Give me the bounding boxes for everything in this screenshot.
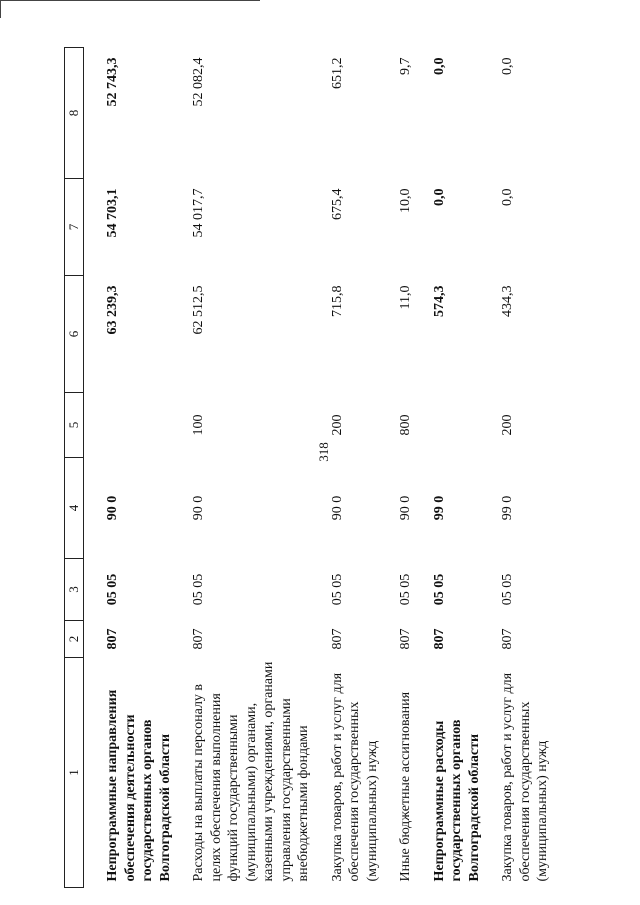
target-code: 90 0: [329, 495, 345, 521]
ministry-code: 807: [329, 628, 345, 650]
ministry-code: 807: [105, 628, 120, 650]
scan-edge-mark: [0, 0, 1, 18]
table-header-row: [65, 48, 84, 888]
table-row: [431, 48, 500, 888]
amount-col8: 0,0: [431, 57, 447, 75]
ministry-code: 807: [398, 628, 413, 650]
amount-col7: 54 017,7: [191, 188, 206, 238]
column-header: 3: [65, 559, 84, 621]
row-name: Расходы на выплаты персоналу в целях обеспечения выполнения функций государственными (муниципальными) органами, казенными учреждениями, органами управления государственными внебюджетными фондами: [191, 661, 311, 882]
column-header: 7: [65, 179, 84, 276]
amount-col8: 9,7: [398, 57, 413, 75]
amount-col6: 715,8: [329, 285, 345, 317]
amount-col8: 651,2: [329, 57, 345, 89]
column-header: 2: [65, 621, 84, 658]
amount-col6: 11,0: [398, 285, 413, 310]
section-code: 05 05: [105, 573, 120, 606]
amount-col7: 10,0: [398, 188, 413, 213]
amount-col6: 62 512,5: [191, 285, 206, 335]
expense-type-code: [431, 393, 500, 458]
column-header: 4: [65, 458, 84, 559]
table-row: [499, 48, 568, 888]
expense-type-code: 800: [398, 414, 413, 436]
amount-col6: 574,3: [431, 285, 447, 317]
row-name: Непрограммные направления обеспечения деятельности государственных органов Волгоградской области: [105, 689, 173, 882]
page-number: 318: [316, 442, 331, 462]
expense-type-code: 200: [329, 414, 345, 436]
expense-type-code: [84, 393, 191, 458]
ministry-code: 807: [431, 628, 447, 650]
expense-type-code: 100: [191, 414, 206, 436]
target-code: 90 0: [191, 495, 206, 521]
ministry-code: 807: [191, 628, 206, 650]
section-code: 05 05: [398, 573, 413, 606]
amount-col6: 63 239,3: [105, 285, 120, 335]
scan-edge-line: [0, 0, 260, 1]
amount-col8: 52 082,4: [191, 57, 206, 107]
expense-type-code: 200: [500, 414, 515, 436]
amount-col7: 675,4: [329, 188, 345, 220]
section-code: 05 05: [191, 573, 206, 606]
section-code: 05 05: [329, 573, 345, 606]
amount-col6: 434,3: [500, 285, 515, 317]
row-name: Иные бюджетные ассигнования: [398, 691, 413, 882]
column-header: 6: [65, 276, 84, 393]
amount-col8: 52 743,3: [105, 57, 120, 107]
row-name: Закупка товаров, работ и услуг для обеспечения государственных (муниципальных) нужд: [329, 672, 380, 882]
row-name: Непрограммные расходы государственных органов Волгоградской области: [431, 719, 482, 882]
target-code: 99 0: [431, 495, 447, 521]
amount-col7: 0,0: [500, 188, 515, 206]
column-header: 1: [65, 658, 84, 888]
table-row: [397, 48, 431, 888]
column-header: 5: [65, 393, 84, 458]
section-code: 05 05: [431, 573, 447, 606]
target-code: 99 0: [500, 495, 515, 521]
budget-table: [64, 47, 568, 888]
rotated-table-region: [64, 48, 574, 888]
amount-col7: 54 703,1: [105, 188, 120, 238]
table-row: [329, 48, 398, 888]
table-row: [190, 48, 329, 888]
ministry-code: 807: [500, 628, 515, 650]
target-code: 90 0: [398, 495, 413, 521]
table-row: [84, 48, 191, 888]
target-code: 90 0: [105, 495, 120, 521]
amount-col7: 0,0: [431, 188, 447, 206]
row-name: Закупка товаров, работ и услуг для обеспечения государственных (муниципальных) нужд: [500, 672, 550, 882]
column-header: 8: [65, 48, 84, 179]
section-code: 05 05: [500, 573, 515, 606]
amount-col8: 0,0: [500, 57, 515, 75]
